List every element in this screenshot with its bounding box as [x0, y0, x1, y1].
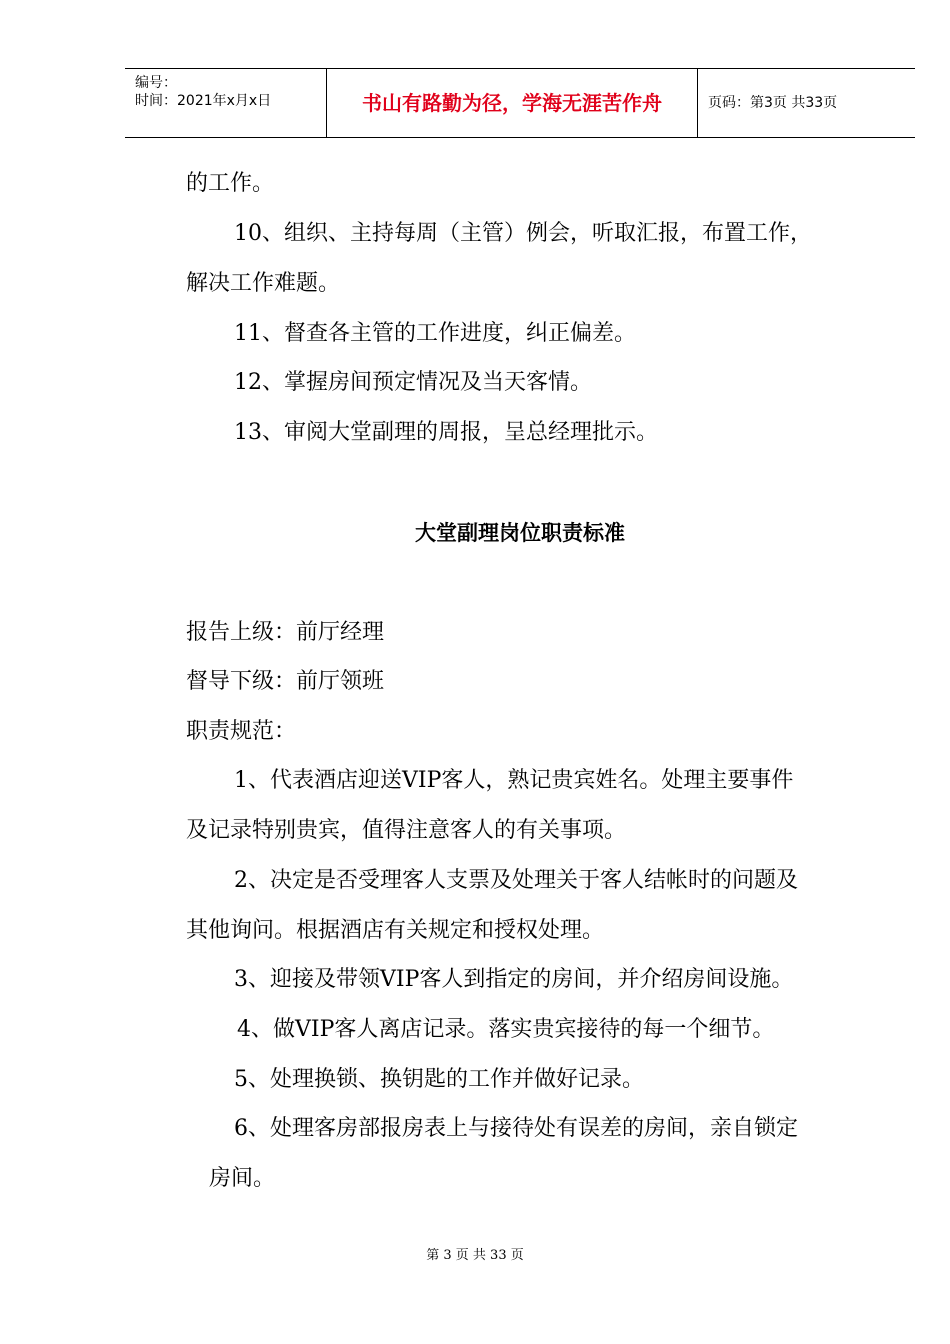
header-meta-cell [125, 69, 327, 137]
header-page-info: 页码：第3页 共33页 [708, 95, 838, 111]
body-line: 解决工作难题。 [186, 271, 341, 296]
motto-text: 书山有路勤为径，学海无涯苦作舟 [362, 91, 662, 115]
body-line: 11、督查各主管的工作进度，纠正偏差。 [234, 321, 636, 346]
duty-line: 5、处理换锁、换钥匙的工作并做好记录。 [234, 1067, 644, 1092]
header-table [125, 68, 915, 138]
body-line: 12、掌握房间预定情况及当天客情。 [234, 370, 592, 395]
duty-line: 及记录特别贵宾，值得注意客人的有关事项。 [186, 818, 627, 843]
body-line: 13、审阅大堂副理的周报，呈总经理批示。 [234, 420, 658, 445]
duty-line: 其他询问。根据酒店有关规定和授权处理。 [186, 918, 605, 943]
body-line: 的工作。 [186, 171, 275, 196]
duty-line: 房间。 [209, 1166, 276, 1191]
page-footer: 第 3 页 共 33 页 [426, 1248, 524, 1263]
duty-line: 3、迎接及带领VIP客人到指定的房间，并介绍房间设施。 [234, 967, 794, 992]
report-to-line: 报告上级：前厅经理 [186, 620, 385, 645]
body-line: 10、组织、主持每周（主管）例会，听取汇报，布置工作， [234, 221, 812, 246]
duty-line: 6、处理客房部报房表上与接待处有误差的房间，亲自锁定 [234, 1116, 798, 1141]
time-label: 时间：2021年x月x日 [135, 93, 272, 109]
serial-label: 编号： [135, 75, 177, 91]
header-page-cell [698, 69, 915, 137]
supervise-line: 督导下级：前厅领班 [186, 669, 385, 694]
duty-line: 4、做VIP客人离店记录。落实贵宾接待的每一个细节。 [237, 1017, 775, 1042]
duty-line: 1、代表酒店迎送VIP客人，熟记贵宾姓名。处理主要事件 [234, 768, 794, 793]
header-motto-cell [327, 69, 698, 137]
section-title: 大堂副理岗位职责标准 [415, 521, 625, 545]
duty-line: 2、决定是否受理客人支票及处理关于客人结帐时的问题及 [234, 868, 798, 893]
duties-label: 职责规范： [186, 719, 297, 744]
